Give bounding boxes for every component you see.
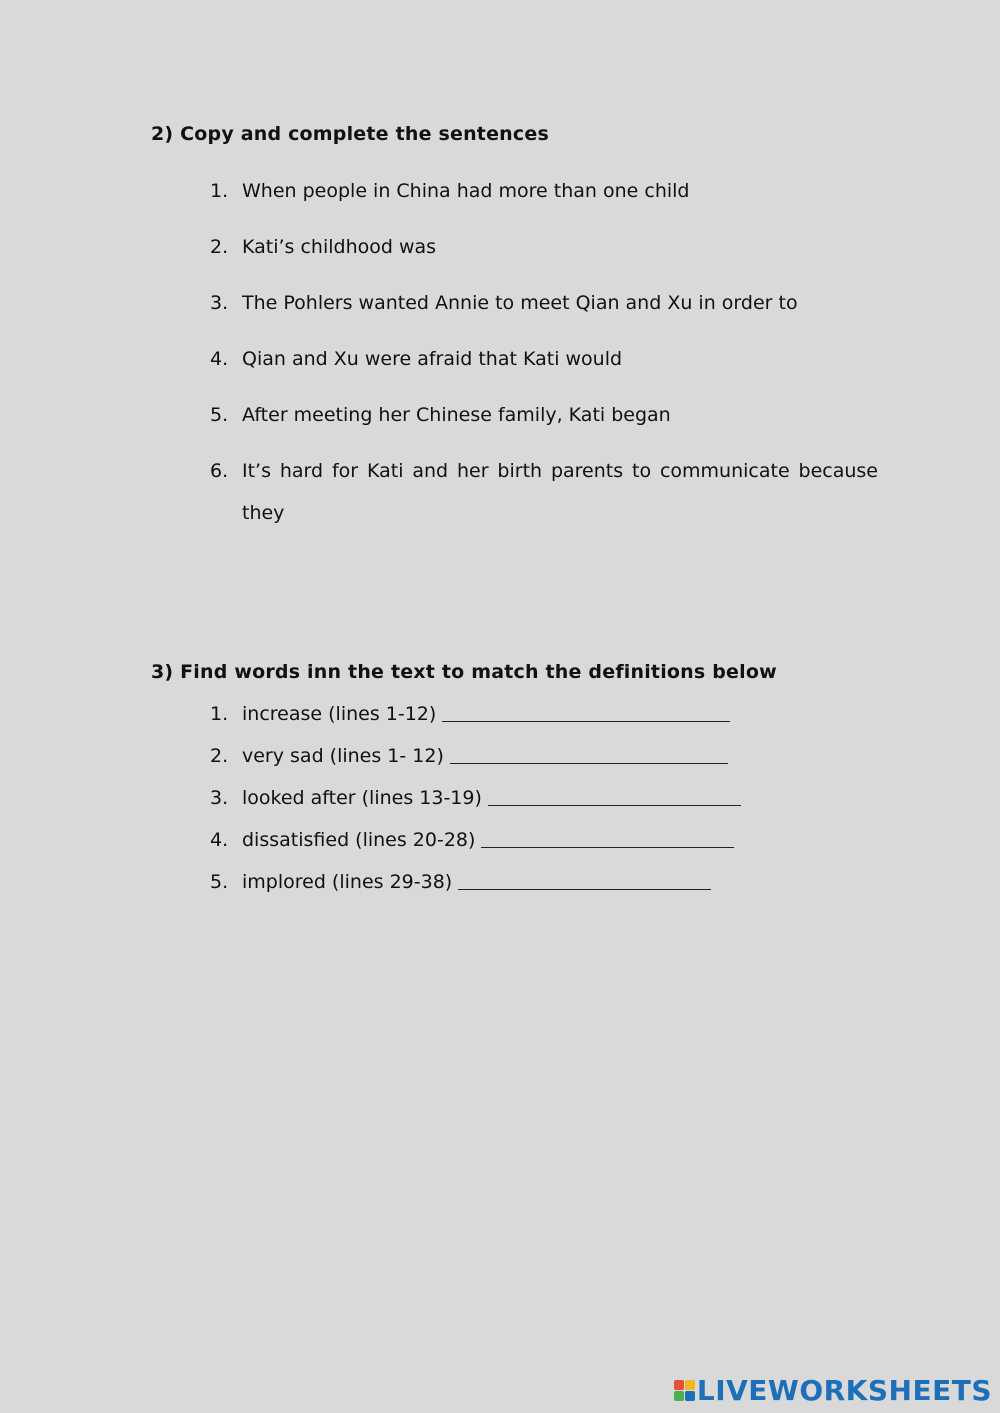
item-text: It’s hard for Kati and her birth parents to communicate because they <box>242 460 878 524</box>
item-number: 5. <box>210 871 229 893</box>
item-text: The Pohlers wanted Annie to meet Qian and Xu in order to <box>242 292 798 314</box>
item-text: looked after (lines 13-19) <box>242 787 482 809</box>
item-number: 3. <box>210 292 229 314</box>
logo-square-red <box>674 1380 684 1390</box>
logo-square-green <box>674 1391 684 1401</box>
logo-square-yellow <box>685 1380 695 1390</box>
logo-text: LIVEWORKSHEETS <box>696 1374 992 1407</box>
sentence-item <box>210 180 689 202</box>
sentence-item <box>210 348 622 370</box>
item-number: 3. <box>210 787 229 809</box>
answer-blank[interactable] <box>488 787 741 806</box>
section-2-heading: 2) Copy and complete the sentences <box>151 123 549 145</box>
sentence-item <box>210 404 671 426</box>
item-text: implored (lines 29-38) <box>242 871 453 893</box>
item-number: 5. <box>210 404 229 426</box>
item-number: 2. <box>210 745 229 767</box>
section-3-heading: 3) Find words inn the text to match the definitions below <box>151 661 777 683</box>
item-text: increase (lines 1-12) <box>242 703 437 725</box>
logo-mark-icon <box>674 1380 695 1401</box>
sentence-item <box>210 292 798 314</box>
sentence-item <box>210 450 878 534</box>
item-text: Kati’s childhood was <box>242 236 437 258</box>
item-number: 1. <box>210 703 229 725</box>
logo-square-blue <box>685 1391 695 1401</box>
definition-item <box>210 829 734 851</box>
definition-item <box>210 871 711 893</box>
definition-item <box>210 787 741 809</box>
item-text: dissatisfied (lines 20-28) <box>242 829 476 851</box>
sentence-item <box>210 236 436 258</box>
answer-blank[interactable] <box>450 745 728 764</box>
answer-blank[interactable] <box>442 703 730 722</box>
definition-item <box>210 745 728 767</box>
item-text: Qian and Xu were afraid that Kati would <box>242 348 623 370</box>
item-text: When people in China had more than one child <box>242 180 690 202</box>
item-number: 4. <box>210 348 229 370</box>
answer-blank[interactable] <box>458 871 711 890</box>
item-number: 6. <box>210 460 229 482</box>
definition-item <box>210 703 730 725</box>
item-number: 2. <box>210 236 229 258</box>
answer-blank[interactable] <box>481 829 734 848</box>
item-text: very sad (lines 1- 12) <box>242 745 444 767</box>
item-number: 1. <box>210 180 229 202</box>
liveworksheets-logo <box>674 1374 992 1407</box>
item-text: After meeting her Chinese family, Kati began <box>242 404 671 426</box>
item-number: 4. <box>210 829 229 851</box>
